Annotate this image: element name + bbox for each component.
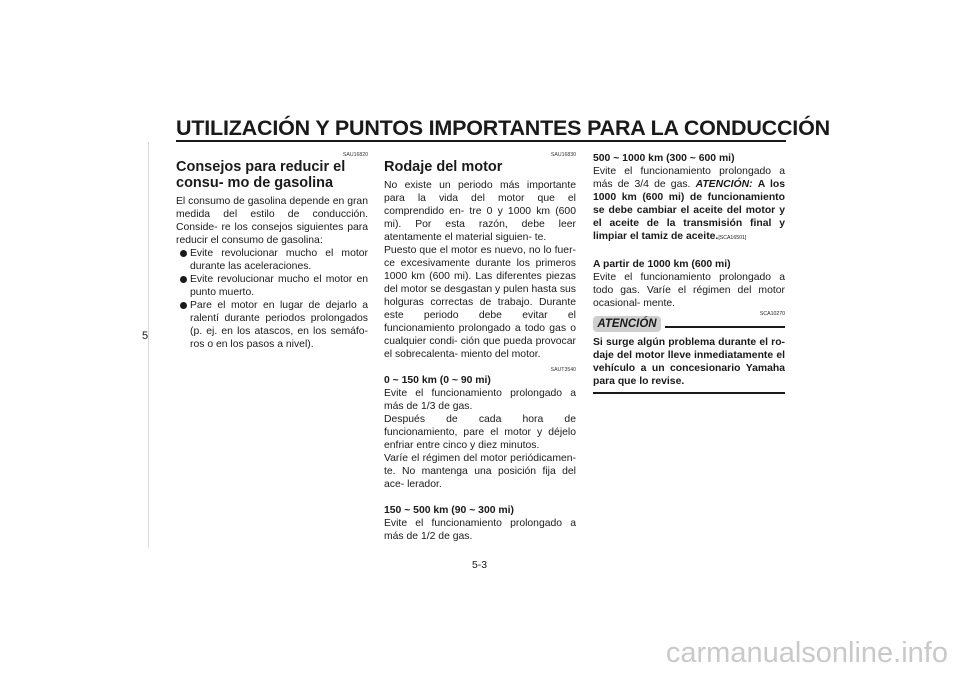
list-item: Pare el motor en lugar de dejarlo a ralentí durante periodos prolongados (p. ej. en los atascos, en los semáfo- ros o en los pasos a nivel). <box>176 299 368 351</box>
subsection-title: A partir de 1000 km (600 mi) <box>593 259 731 270</box>
bullet-icon <box>180 302 187 309</box>
column-fuel-tips <box>176 152 368 351</box>
paragraph: Puesto que el motor es nuevo, no lo fuer- ce excesivamente durante los primeros 1000 km (600 mi). Las diferentes piezas del motor se desgastan y pulen hasta sus holguras correctas de trabajo. Durante este periodo debe evitar el funcionamiento prolongado a todo gas o cualquier condi- ción que pueda provocar el sobrecalenta- miento del motor. <box>384 245 576 360</box>
column-break-in <box>384 152 576 543</box>
chapter-number: 5 <box>142 330 149 342</box>
subsection-title: 0 ~ 150 km (0 ~ 90 mi) <box>384 375 491 386</box>
attention-text: Si surge algún problema durante el ro- daje del motor lleve inmediatamente el vehículo a un concesionario Yamaha para que lo revise. <box>593 337 785 387</box>
attention-text: A los 1000 km (600 mi) de funcionamiento se debe cambiar el aceite del motor y el aceite de la transmisión final y limpiar el tamiz de aceite. <box>593 179 785 242</box>
tips-list <box>176 247 368 351</box>
attention-code: [SCA16501] <box>718 235 747 241</box>
subsection-title: 150 ~ 500 km (90 ~ 300 mi) <box>384 505 514 516</box>
section-code: SAUT3540 <box>550 367 576 373</box>
bullet-icon <box>180 250 187 257</box>
section-code: SAU16830 <box>550 152 576 158</box>
list-item: Evite revolucionar mucho el motor en punto muerto. <box>176 273 368 299</box>
paragraph: Evite el funcionamiento prolongado a más de 3/4 de gas. ATENCIÓN: A los 1000 km (600 mi) de funcionamiento se debe cambiar el aceite del motor y el aceite de la transmisión final y limpiar el tamiz de aceite.[SCA16501] <box>593 166 785 242</box>
paragraph: Después de cada hora de funcionamiento, pare el motor y déjelo enfriar entre cinco y diez minutos. <box>384 414 576 451</box>
attention-rule <box>665 326 785 328</box>
subsection-title: 500 ~ 1000 km (300 ~ 600 mi) <box>593 153 735 164</box>
attention-header <box>593 311 785 336</box>
paragraph: Evite el funcionamiento prolongado a más de 1/3 de gas. <box>384 388 576 412</box>
list-item: Evite revolucionar mucho el motor durante las aceleraciones. <box>176 247 368 273</box>
paragraph: No existe un periodo más importante para la vida del motor que el comprendido en- tre 0 y 1000 km (600 mi). Por esta razón, debe leer atentamente el material siguien- te. <box>384 180 576 243</box>
intro-paragraph: El consumo de gasolina depende en gran medida del estilo de conducción. Conside- re los consejos siguientes para reducir el consumo de gasolina: <box>176 196 368 246</box>
paragraph: Varíe el régimen del motor periódicamen- te. No mantenga una posición fija del ace- lerador. <box>384 453 576 490</box>
page-number: 5-3 <box>472 560 488 571</box>
section-heading: Rodaje del motor <box>384 159 503 175</box>
attention-code: SCA10270 <box>759 311 785 317</box>
attention-label: ATENCIÓN: <box>695 179 753 190</box>
section-heading: Consejos para reducir el consu- mo de gasolina <box>176 159 346 191</box>
header-rule <box>176 140 786 142</box>
section-code: SAU16820 <box>342 152 368 158</box>
column-break-in-cont <box>593 152 785 394</box>
bullet-icon <box>180 276 187 283</box>
watermark: carmanualsonline.info <box>665 637 948 669</box>
attention-badge: ATENCIÓN <box>593 316 661 332</box>
paragraph: Evite el funcionamiento prolongado a más de 1/2 de gas. <box>384 518 576 542</box>
page-title: UTILIZACIÓN Y PUNTOS IMPORTANTES PARA LA CONDUCCIÓN <box>176 116 830 140</box>
chapter-tab <box>0 142 149 548</box>
attention-bottom-rule <box>593 392 785 394</box>
paragraph: Evite el funcionamiento prolongado a todo gas. Varíe el régimen del motor ocasional- mente. <box>593 272 785 309</box>
